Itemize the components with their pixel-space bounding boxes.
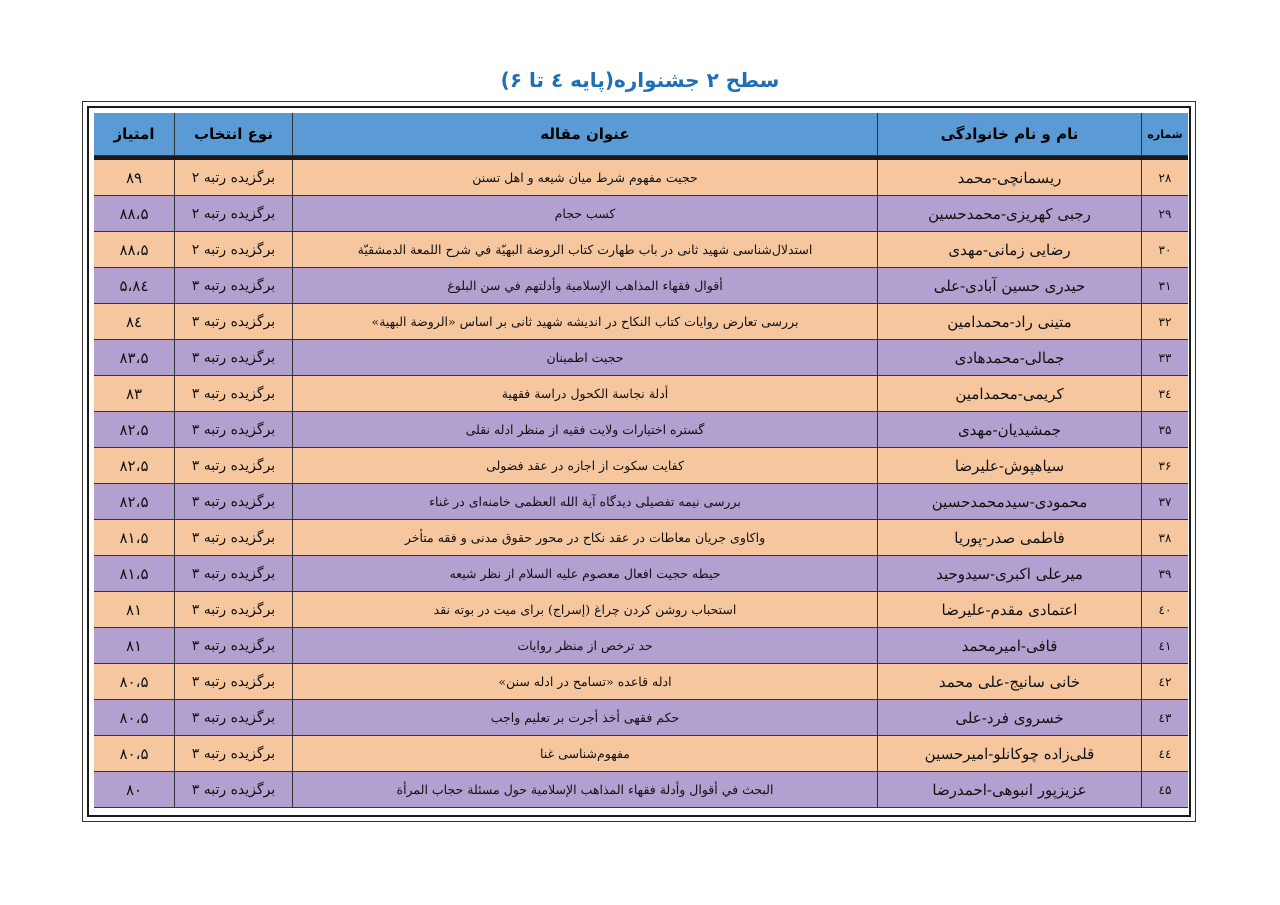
- row-number: ۲۸: [1141, 160, 1188, 196]
- row-number: ۳۹: [1141, 556, 1188, 592]
- article-title: أدلة نجاسة الكحول دراسة فقهية: [292, 376, 877, 412]
- selection-type: برگزیده رتبه ۳: [174, 376, 292, 412]
- table-row: [94, 304, 1188, 340]
- row-number: ٤۳: [1141, 700, 1188, 736]
- participant-name: عزیزپور انبوهی-احمدرضا: [877, 772, 1141, 808]
- selection-type: برگزیده رتبه ۳: [174, 772, 292, 808]
- selection-type: برگزیده رتبه ۲: [174, 196, 292, 232]
- table-body: [94, 160, 1188, 808]
- column-header-score: امتیاز: [94, 113, 174, 156]
- table-row: [94, 232, 1188, 268]
- table-row: [94, 196, 1188, 232]
- selection-type: برگزیده رتبه ۳: [174, 628, 292, 664]
- score-value: ۸۳،۵: [94, 340, 174, 376]
- article-title: استحباب روشن کردن چراغ (إسراج) برای میت در بوته نقد: [292, 592, 877, 628]
- table-row: [94, 520, 1188, 556]
- table-row: [94, 340, 1188, 376]
- table-row: [94, 160, 1188, 196]
- article-title: واکاوی جریان معاطات در عقد نکاح در محور حقوق مدنی و فقه متأخر: [292, 520, 877, 556]
- table-row: [94, 448, 1188, 484]
- score-value: ۸۰،۵: [94, 700, 174, 736]
- score-value: ۸۸،۵: [94, 232, 174, 268]
- selection-type: برگزیده رتبه ۳: [174, 592, 292, 628]
- selection-type: برگزیده رتبه ۳: [174, 448, 292, 484]
- article-title: بررسی تعارض روایات کتاب النکاح در اندیشه شهید ثانی بر اساس «الروضة البهية»: [292, 304, 877, 340]
- row-number: ٤۵: [1141, 772, 1188, 808]
- row-number: ۳٤: [1141, 376, 1188, 412]
- article-title: مفهوم‌شناسی غنا: [292, 736, 877, 772]
- participant-name: میرعلی اکبری-سیدوحید: [877, 556, 1141, 592]
- participant-name: محمودی-سیدمحمدحسین: [877, 484, 1141, 520]
- table-header-row: [94, 113, 1188, 156]
- article-title: حیطه حجیت افعال معصوم علیه السلام از نظر شیعه: [292, 556, 877, 592]
- row-number: ۳۱: [1141, 268, 1188, 304]
- table-row: [94, 268, 1188, 304]
- article-title: گستره اختیارات ولایت فقیه از منظر ادله نقلی: [292, 412, 877, 448]
- table-row: [94, 376, 1188, 412]
- participant-name: قلی‌زاده چوکانلو-امیرحسین: [877, 736, 1141, 772]
- article-title: حد ترخص از منظر روایات: [292, 628, 877, 664]
- article-title: ادله قاعده «تسامح در ادله سنن»: [292, 664, 877, 700]
- score-value: ۸۱،۵: [94, 556, 174, 592]
- participant-name: کریمی-محمدامین: [877, 376, 1141, 412]
- article-title: کفایت سکوت از اجازه در عقد فضولی: [292, 448, 877, 484]
- column-header-name: نام و نام خانوادگی: [877, 113, 1141, 156]
- participant-name: خانی سانیج-علی محمد: [877, 664, 1141, 700]
- article-title: حکم فقهی أخذ أجرت بر تعلیم واجب: [292, 700, 877, 736]
- participant-name: فاطمی صدر-پوریا: [877, 520, 1141, 556]
- row-number: ٤۱: [1141, 628, 1188, 664]
- selection-type: برگزیده رتبه ۳: [174, 412, 292, 448]
- score-value: ۸۸،۵: [94, 196, 174, 232]
- participant-name: خسروی فرد-علی: [877, 700, 1141, 736]
- table-row: [94, 628, 1188, 664]
- selection-type: برگزیده رتبه ۳: [174, 664, 292, 700]
- score-value: ۸۰،۵: [94, 664, 174, 700]
- score-value: ۸۰: [94, 772, 174, 808]
- results-table-inner-border: [87, 106, 1191, 817]
- table-row: [94, 700, 1188, 736]
- selection-type: برگزیده رتبه ۲: [174, 232, 292, 268]
- participant-name: اعتمادی مقدم-علیرضا: [877, 592, 1141, 628]
- table-row: [94, 556, 1188, 592]
- row-number: ۳۵: [1141, 412, 1188, 448]
- table-row: [94, 772, 1188, 808]
- score-value: ۸٤،۵: [94, 268, 174, 304]
- article-title: حجیت اطمینان: [292, 340, 877, 376]
- row-number: ۳۶: [1141, 448, 1188, 484]
- selection-type: برگزیده رتبه ۳: [174, 268, 292, 304]
- participant-name: ریسمانچی-محمد: [877, 160, 1141, 196]
- selection-type: برگزیده رتبه ۳: [174, 520, 292, 556]
- article-title: کسب حجام: [292, 196, 877, 232]
- selection-type: برگزیده رتبه ۳: [174, 340, 292, 376]
- article-title: البحث في أقوال وأدلة فقهاء المذاهب الإسلامية حول مسئلة حجاب المرأة: [292, 772, 877, 808]
- participant-name: رضایی زمانی-مهدی: [877, 232, 1141, 268]
- score-value: ۸۹: [94, 160, 174, 196]
- results-table-frame: [82, 101, 1196, 822]
- row-number: ۳۰: [1141, 232, 1188, 268]
- table-row: [94, 412, 1188, 448]
- score-value: ۸۱: [94, 592, 174, 628]
- score-value: ۸۱: [94, 628, 174, 664]
- participant-name: رجبی کهریزی-محمدحسین: [877, 196, 1141, 232]
- article-title: أقوال فقهاء المذاهب الإسلامية وأدلتهم في سن البلوغ: [292, 268, 877, 304]
- row-number: ٤۰: [1141, 592, 1188, 628]
- row-number: ۳۷: [1141, 484, 1188, 520]
- table-row: [94, 484, 1188, 520]
- table-row: [94, 592, 1188, 628]
- article-title: بررسی نیمه تفصیلی دیدگاه آیة الله العظمی خامنه‌ای در غناء: [292, 484, 877, 520]
- selection-type: برگزیده رتبه ۳: [174, 556, 292, 592]
- score-value: ۸۲،۵: [94, 484, 174, 520]
- score-value: ۸۲،۵: [94, 448, 174, 484]
- participant-name: سیاهپوش-علیرضا: [877, 448, 1141, 484]
- selection-type: برگزیده رتبه ۳: [174, 736, 292, 772]
- results-table: [94, 113, 1188, 808]
- selection-type: برگزیده رتبه ۲: [174, 160, 292, 196]
- column-header-selection: نوع انتخاب: [174, 113, 292, 156]
- score-value: ۸۱،۵: [94, 520, 174, 556]
- column-header-number: شماره: [1141, 113, 1188, 156]
- article-title: استدلال‌شناسی شهید ثانی در باب طهارت کتاب الروضة البهیّة في شرح اللمعة الدمشقیّة: [292, 232, 877, 268]
- score-value: ۸٤: [94, 304, 174, 340]
- row-number: ٤٤: [1141, 736, 1188, 772]
- selection-type: برگزیده رتبه ۳: [174, 484, 292, 520]
- column-header-title: عنوان مقاله: [292, 113, 877, 156]
- table-row: [94, 736, 1188, 772]
- score-value: ۸۰،۵: [94, 736, 174, 772]
- selection-type: برگزیده رتبه ۳: [174, 700, 292, 736]
- row-number: ۳۸: [1141, 520, 1188, 556]
- row-number: ٤۲: [1141, 664, 1188, 700]
- participant-name: حیدری حسین آبادی-علی: [877, 268, 1141, 304]
- table-row: [94, 664, 1188, 700]
- selection-type: برگزیده رتبه ۳: [174, 304, 292, 340]
- score-value: ۸۳: [94, 376, 174, 412]
- row-number: ۳۳: [1141, 340, 1188, 376]
- participant-name: جمالی-محمدهادی: [877, 340, 1141, 376]
- participant-name: متینی راد-محمدامین: [877, 304, 1141, 340]
- row-number: ۳۲: [1141, 304, 1188, 340]
- row-number: ۲۹: [1141, 196, 1188, 232]
- participant-name: قافی-امیرمحمد: [877, 628, 1141, 664]
- article-title: حجیت مفهوم شرط میان شیعه و اهل تسنن: [292, 160, 877, 196]
- page-title: سطح ۲ جشنواره(پایه ٤ تا ۶): [500, 68, 780, 92]
- participant-name: جمشیدیان-مهدی: [877, 412, 1141, 448]
- score-value: ۸۲،۵: [94, 412, 174, 448]
